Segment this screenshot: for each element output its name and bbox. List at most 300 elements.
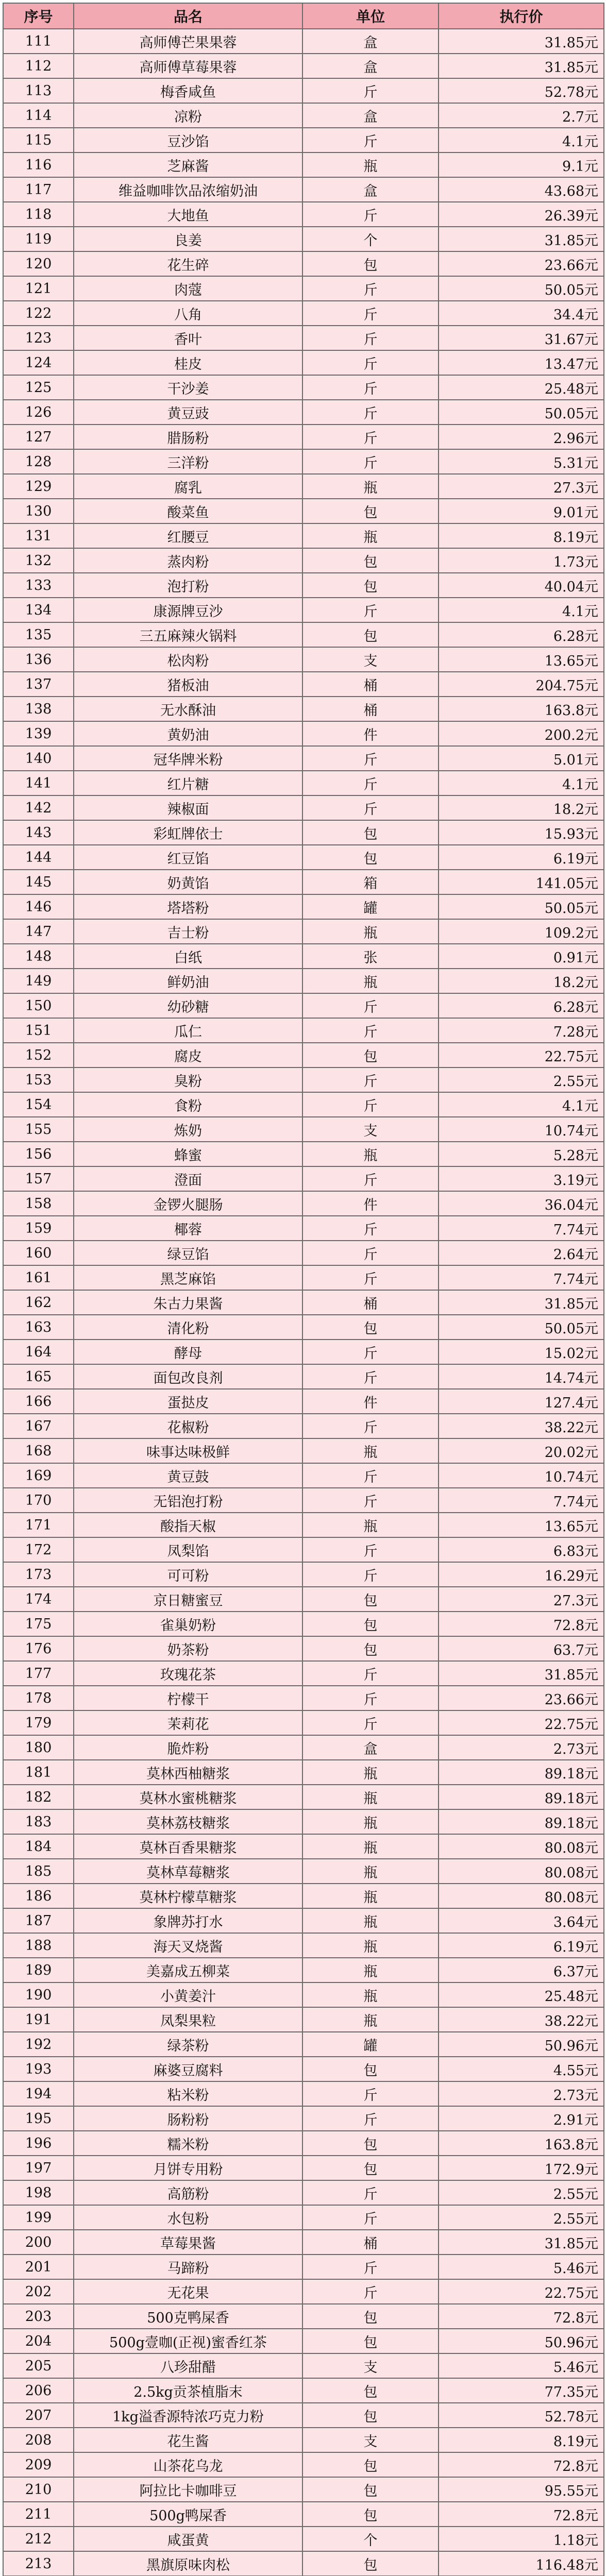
table-row	[3, 400, 604, 425]
table-row	[3, 1092, 604, 1117]
price-cell: 31.85元	[439, 54, 604, 78]
price-cell: 89.18元	[439, 1785, 604, 1809]
unit-cell: 斤	[302, 78, 439, 103]
unit-cell: 瓶	[302, 1859, 439, 1884]
table-row	[3, 919, 604, 944]
unit-cell: 斤	[302, 746, 439, 771]
product-name-cell: 黑芝麻馅	[74, 1265, 302, 1290]
index-cell: 172	[3, 1537, 74, 1562]
table-row	[3, 1463, 604, 1488]
index-cell: 147	[3, 919, 74, 944]
unit-cell: 斤	[302, 1710, 439, 1735]
price-cell: 22.75元	[439, 1043, 604, 1067]
index-cell: 119	[3, 227, 74, 251]
product-name-cell: 三五麻辣火锅料	[74, 622, 302, 647]
table-row	[3, 598, 604, 622]
table-row	[3, 672, 604, 697]
unit-cell: 斤	[302, 301, 439, 326]
product-name-cell: 大地鱼	[74, 202, 302, 227]
price-cell: 13.65元	[439, 1513, 604, 1537]
table-row	[3, 301, 604, 326]
price-cell: 8.19元	[439, 2428, 604, 2452]
index-cell: 138	[3, 697, 74, 721]
unit-cell: 桶	[302, 2230, 439, 2255]
product-name-cell: 莫林草莓糖浆	[74, 1859, 302, 1884]
index-cell: 114	[3, 103, 74, 128]
table-row	[3, 969, 604, 993]
product-name-cell: 臭粉	[74, 1067, 302, 1092]
index-cell: 137	[3, 672, 74, 697]
table-row	[3, 1587, 604, 1612]
table-row	[3, 1859, 604, 1884]
unit-cell: 包	[302, 2551, 439, 2576]
product-name-cell: 八角	[74, 301, 302, 326]
table-row	[3, 1142, 604, 1166]
unit-cell: 盒	[302, 54, 439, 78]
table-row	[3, 2378, 604, 2403]
table-row	[3, 474, 604, 499]
unit-cell: 斤	[302, 1018, 439, 1043]
product-name-cell: 鲜奶油	[74, 969, 302, 993]
price-cell: 7.74元	[439, 1488, 604, 1513]
price-cell: 6.83元	[439, 1537, 604, 1562]
unit-cell: 斤	[302, 2106, 439, 2131]
unit-cell: 斤	[302, 375, 439, 400]
unit-cell: 斤	[302, 1364, 439, 1389]
price-cell: 4.1元	[439, 1092, 604, 1117]
product-name-cell: 莫林荔枝糖浆	[74, 1809, 302, 1834]
price-cell: 18.2元	[439, 795, 604, 820]
unit-cell: 支	[302, 2353, 439, 2378]
price-cell: 2.73元	[439, 2081, 604, 2106]
product-name-cell: 花生酱	[74, 2428, 302, 2452]
price-cell: 2.55元	[439, 1067, 604, 1092]
index-cell: 175	[3, 1612, 74, 1636]
index-cell: 173	[3, 1562, 74, 1587]
price-cell: 1.73元	[439, 548, 604, 573]
price-cell: 18.2元	[439, 969, 604, 993]
table-row	[3, 1884, 604, 1908]
product-name-cell: 金锣火腿肠	[74, 1191, 302, 1216]
index-cell: 115	[3, 128, 74, 152]
price-cell: 141.05元	[439, 870, 604, 894]
product-name-cell: 马蹄粉	[74, 2255, 302, 2279]
table-row	[3, 1562, 604, 1587]
table-row	[3, 1537, 604, 1562]
product-name-cell: 绿豆馅	[74, 1241, 302, 1265]
index-cell: 148	[3, 944, 74, 969]
price-cell: 1.18元	[439, 2527, 604, 2551]
product-name-cell: 高师傅草莓果蓉	[74, 54, 302, 78]
unit-cell: 斤	[302, 1686, 439, 1710]
table-row	[3, 1958, 604, 1982]
price-cell: 31.85元	[439, 2230, 604, 2255]
index-cell: 210	[3, 2477, 74, 2502]
index-cell: 203	[3, 2304, 74, 2329]
index-cell: 154	[3, 1092, 74, 1117]
unit-cell: 包	[302, 1587, 439, 1612]
table-row	[3, 820, 604, 845]
price-cell: 14.74元	[439, 1364, 604, 1389]
table-row	[3, 2329, 604, 2353]
unit-cell: 斤	[302, 449, 439, 474]
product-name-cell: 麻婆豆腐料	[74, 2057, 302, 2081]
index-cell: 156	[3, 1142, 74, 1166]
unit-cell: 斤	[302, 400, 439, 425]
product-name-cell: 小黄姜汁	[74, 1982, 302, 2007]
unit-cell: 斤	[302, 2081, 439, 2106]
price-cell: 15.93元	[439, 820, 604, 845]
index-cell: 199	[3, 2205, 74, 2230]
product-name-cell: 面包改良剂	[74, 1364, 302, 1389]
unit-cell: 瓶	[302, 1513, 439, 1537]
product-name-cell: 1kg溢香源特浓巧克力粉	[74, 2403, 302, 2428]
unit-cell: 斤	[302, 1488, 439, 1513]
unit-cell: 斤	[302, 202, 439, 227]
unit-cell: 包	[302, 2452, 439, 2477]
index-cell: 167	[3, 1414, 74, 1438]
unit-cell: 桶	[302, 672, 439, 697]
product-name-cell: 糯米粉	[74, 2131, 302, 2156]
product-name-cell: 泡打粉	[74, 573, 302, 598]
price-cell: 7.74元	[439, 1265, 604, 1290]
index-cell: 120	[3, 251, 74, 276]
table-row	[3, 1785, 604, 1809]
table-row	[3, 152, 604, 177]
price-table	[3, 3, 604, 2576]
price-cell: 6.37元	[439, 1958, 604, 1982]
index-cell: 188	[3, 1933, 74, 1958]
index-cell: 157	[3, 1166, 74, 1191]
price-cell: 50.05元	[439, 276, 604, 301]
price-cell: 25.48元	[439, 375, 604, 400]
index-cell: 118	[3, 202, 74, 227]
unit-cell: 包	[302, 1315, 439, 1340]
index-cell: 183	[3, 1809, 74, 1834]
product-name-cell: 花生碎	[74, 251, 302, 276]
unit-cell: 包	[302, 1636, 439, 1661]
unit-cell: 支	[302, 1117, 439, 1142]
table-header	[3, 3, 604, 29]
index-cell: 192	[3, 2032, 74, 2057]
table-row	[3, 1908, 604, 1933]
unit-cell: 箱	[302, 870, 439, 894]
index-cell: 133	[3, 573, 74, 598]
price-cell: 6.19元	[439, 845, 604, 870]
product-name-cell: 香叶	[74, 326, 302, 350]
unit-cell: 瓶	[302, 1884, 439, 1908]
price-cell: 23.66元	[439, 251, 604, 276]
index-cell: 132	[3, 548, 74, 573]
product-name-cell: 无水酥油	[74, 697, 302, 721]
unit-cell: 斤	[302, 128, 439, 152]
unit-cell: 包	[302, 2156, 439, 2180]
table-row	[3, 1315, 604, 1340]
unit-cell: 盒	[302, 29, 439, 54]
table-row	[3, 103, 604, 128]
index-cell: 165	[3, 1364, 74, 1389]
product-name-cell: 莫林百香果糖浆	[74, 1834, 302, 1859]
unit-cell: 斤	[302, 1414, 439, 1438]
table-row	[3, 78, 604, 103]
index-cell: 171	[3, 1513, 74, 1537]
index-cell: 194	[3, 2081, 74, 2106]
unit-cell: 瓶	[302, 1908, 439, 1933]
table-row	[3, 1265, 604, 1290]
product-name-cell: 冠华牌米粉	[74, 746, 302, 771]
unit-cell: 瓶	[302, 969, 439, 993]
price-cell: 3.64元	[439, 1908, 604, 1933]
product-name-cell: 雀巢奶粉	[74, 1612, 302, 1636]
product-name-cell: 2.5kg贡茶植脂末	[74, 2378, 302, 2403]
unit-cell: 瓶	[302, 1438, 439, 1463]
unit-cell: 瓶	[302, 1142, 439, 1166]
unit-cell: 桶	[302, 697, 439, 721]
product-name-cell: 椰蓉	[74, 1216, 302, 1241]
table-row	[3, 202, 604, 227]
unit-cell: 瓶	[302, 1809, 439, 1834]
price-cell: 22.75元	[439, 2279, 604, 2304]
price-cell: 10.74元	[439, 1117, 604, 1142]
index-cell: 121	[3, 276, 74, 301]
product-name-cell: 奶茶粉	[74, 1636, 302, 1661]
index-cell: 174	[3, 1587, 74, 1612]
unit-cell: 件	[302, 1191, 439, 1216]
table-row	[3, 2032, 604, 2057]
product-name-cell: 食粉	[74, 1092, 302, 1117]
product-name-cell: 辣椒面	[74, 795, 302, 820]
unit-cell: 斤	[302, 598, 439, 622]
table-row	[3, 1414, 604, 1438]
price-cell: 5.46元	[439, 2353, 604, 2378]
table-row	[3, 771, 604, 795]
price-cell: 8.19元	[439, 523, 604, 548]
price-cell: 38.22元	[439, 1414, 604, 1438]
table-row	[3, 375, 604, 400]
table-row	[3, 647, 604, 672]
price-cell: 10.74元	[439, 1463, 604, 1488]
product-name-cell: 柠檬干	[74, 1686, 302, 1710]
unit-cell: 个	[302, 2527, 439, 2551]
product-name-cell: 腐乳	[74, 474, 302, 499]
unit-cell: 包	[302, 622, 439, 647]
price-cell: 50.05元	[439, 894, 604, 919]
product-name-cell: 腊肠粉	[74, 425, 302, 449]
product-name-cell: 玫瑰花茶	[74, 1661, 302, 1686]
price-cell: 15.02元	[439, 1340, 604, 1364]
index-cell: 151	[3, 1018, 74, 1043]
unit-cell: 包	[302, 2304, 439, 2329]
index-cell: 198	[3, 2180, 74, 2205]
unit-cell: 斤	[302, 2180, 439, 2205]
index-cell: 195	[3, 2106, 74, 2131]
unit-cell: 包	[302, 1612, 439, 1636]
product-name-cell: 三洋粉	[74, 449, 302, 474]
index-cell: 166	[3, 1389, 74, 1414]
price-cell: 13.65元	[439, 647, 604, 672]
table-row	[3, 1067, 604, 1092]
price-cell: 7.28元	[439, 1018, 604, 1043]
table-row	[3, 177, 604, 202]
index-cell: 111	[3, 29, 74, 54]
index-cell: 129	[3, 474, 74, 499]
product-name-cell: 蒸肉粉	[74, 548, 302, 573]
price-cell: 2.91元	[439, 2106, 604, 2131]
table-row	[3, 2156, 604, 2180]
price-cell: 31.85元	[439, 1661, 604, 1686]
table-row	[3, 2230, 604, 2255]
unit-cell: 斤	[302, 993, 439, 1018]
unit-cell: 瓶	[302, 152, 439, 177]
table-row	[3, 2279, 604, 2304]
product-name-cell: 蜂蜜	[74, 1142, 302, 1166]
table-row	[3, 1191, 604, 1216]
index-cell: 181	[3, 1760, 74, 1785]
product-name-cell: 蛋挞皮	[74, 1389, 302, 1414]
table-row	[3, 1290, 604, 1315]
table-row	[3, 1760, 604, 1785]
table-row	[3, 2428, 604, 2452]
price-cell: 163.8元	[439, 2131, 604, 2156]
product-name-cell: 猪板油	[74, 672, 302, 697]
index-cell: 213	[3, 2551, 74, 2576]
product-name-cell: 味事达味极鲜	[74, 1438, 302, 1463]
product-name-cell: 阿拉比卡咖啡豆	[74, 2477, 302, 2502]
index-cell: 159	[3, 1216, 74, 1241]
price-cell: 2.64元	[439, 1241, 604, 1265]
product-name-cell: 幼砂糖	[74, 993, 302, 1018]
product-name-cell: 粘米粉	[74, 2081, 302, 2106]
product-name-cell: 桂皮	[74, 350, 302, 375]
unit-cell: 斤	[302, 2205, 439, 2230]
unit-cell: 桶	[302, 1290, 439, 1315]
price-cell: 9.01元	[439, 499, 604, 523]
unit-cell: 包	[302, 2131, 439, 2156]
product-name-cell: 月饼专用粉	[74, 2156, 302, 2180]
index-cell: 112	[3, 54, 74, 78]
product-name-cell: 京日糖蜜豆	[74, 1587, 302, 1612]
index-cell: 144	[3, 845, 74, 870]
product-name-cell: 红豆馅	[74, 845, 302, 870]
product-name-cell: 腐皮	[74, 1043, 302, 1067]
price-cell: 22.75元	[439, 1710, 604, 1735]
unit-cell: 盒	[302, 1735, 439, 1760]
index-cell: 124	[3, 350, 74, 375]
price-cell: 4.1元	[439, 128, 604, 152]
unit-cell: 张	[302, 944, 439, 969]
price-cell: 200.2元	[439, 721, 604, 746]
price-cell: 127.4元	[439, 1389, 604, 1414]
product-name-cell: 红腰豆	[74, 523, 302, 548]
index-cell: 196	[3, 2131, 74, 2156]
index-cell: 180	[3, 1735, 74, 1760]
product-name-cell: 康源牌豆沙	[74, 598, 302, 622]
price-cell: 52.78元	[439, 78, 604, 103]
product-name-cell: 肠粉粉	[74, 2106, 302, 2131]
product-name-cell: 芝麻酱	[74, 152, 302, 177]
unit-cell: 斤	[302, 1562, 439, 1587]
product-name-cell: 维益咖啡饮品浓缩奶油	[74, 177, 302, 202]
product-name-cell: 良姜	[74, 227, 302, 251]
price-cell: 5.46元	[439, 2255, 604, 2279]
table-row	[3, 1710, 604, 1735]
table-row	[3, 894, 604, 919]
index-cell: 130	[3, 499, 74, 523]
table-row	[3, 227, 604, 251]
table-row	[3, 1661, 604, 1686]
product-name-cell: 吉士粉	[74, 919, 302, 944]
product-name-cell: 象牌苏打水	[74, 1908, 302, 1933]
product-name-cell: 红片糖	[74, 771, 302, 795]
unit-cell: 斤	[302, 276, 439, 301]
index-cell: 205	[3, 2353, 74, 2378]
table-row	[3, 1686, 604, 1710]
unit-cell: 斤	[302, 1340, 439, 1364]
unit-cell: 支	[302, 647, 439, 672]
index-cell: 116	[3, 152, 74, 177]
index-cell: 211	[3, 2502, 74, 2527]
product-name-cell: 酸指天椒	[74, 1513, 302, 1537]
product-name-cell: 美嘉成五柳菜	[74, 1958, 302, 1982]
table-row	[3, 870, 604, 894]
unit-cell: 斤	[302, 1166, 439, 1191]
price-cell: 72.8元	[439, 1612, 604, 1636]
index-cell: 128	[3, 449, 74, 474]
table-row	[3, 1043, 604, 1067]
product-name-cell: 酵母	[74, 1340, 302, 1364]
index-cell: 208	[3, 2428, 74, 2452]
product-name-cell: 干沙姜	[74, 375, 302, 400]
unit-cell: 瓶	[302, 1958, 439, 1982]
index-cell: 122	[3, 301, 74, 326]
price-cell: 40.04元	[439, 573, 604, 598]
index-cell: 135	[3, 622, 74, 647]
header-product-name: 品名	[74, 3, 302, 29]
unit-cell: 斤	[302, 425, 439, 449]
index-cell: 187	[3, 1908, 74, 1933]
index-cell: 152	[3, 1043, 74, 1067]
price-cell: 2.55元	[439, 2180, 604, 2205]
table-row	[3, 2180, 604, 2205]
price-cell: 38.22元	[439, 2007, 604, 2032]
product-name-cell: 凉粉	[74, 103, 302, 128]
product-name-cell: 黄奶油	[74, 721, 302, 746]
unit-cell: 包	[302, 2502, 439, 2527]
index-cell: 136	[3, 647, 74, 672]
index-cell: 141	[3, 771, 74, 795]
product-name-cell: 无花果	[74, 2279, 302, 2304]
price-cell: 27.3元	[439, 1587, 604, 1612]
price-cell: 2.96元	[439, 425, 604, 449]
product-name-cell: 高师傅芒果果蓉	[74, 29, 302, 54]
table-row	[3, 425, 604, 449]
price-cell: 31.85元	[439, 29, 604, 54]
header-index: 序号	[3, 3, 74, 29]
product-name-cell: 草莓果酱	[74, 2230, 302, 2255]
price-cell: 5.28元	[439, 1142, 604, 1166]
product-name-cell: 绿茶粉	[74, 2032, 302, 2057]
price-cell: 13.47元	[439, 350, 604, 375]
product-name-cell: 凤梨果粒	[74, 2007, 302, 2032]
unit-cell: 件	[302, 721, 439, 746]
table-row	[3, 2205, 604, 2230]
unit-cell: 斤	[302, 326, 439, 350]
table-row	[3, 2081, 604, 2106]
index-cell: 126	[3, 400, 74, 425]
price-cell: 26.39元	[439, 202, 604, 227]
unit-cell: 包	[302, 2477, 439, 2502]
index-cell: 139	[3, 721, 74, 746]
